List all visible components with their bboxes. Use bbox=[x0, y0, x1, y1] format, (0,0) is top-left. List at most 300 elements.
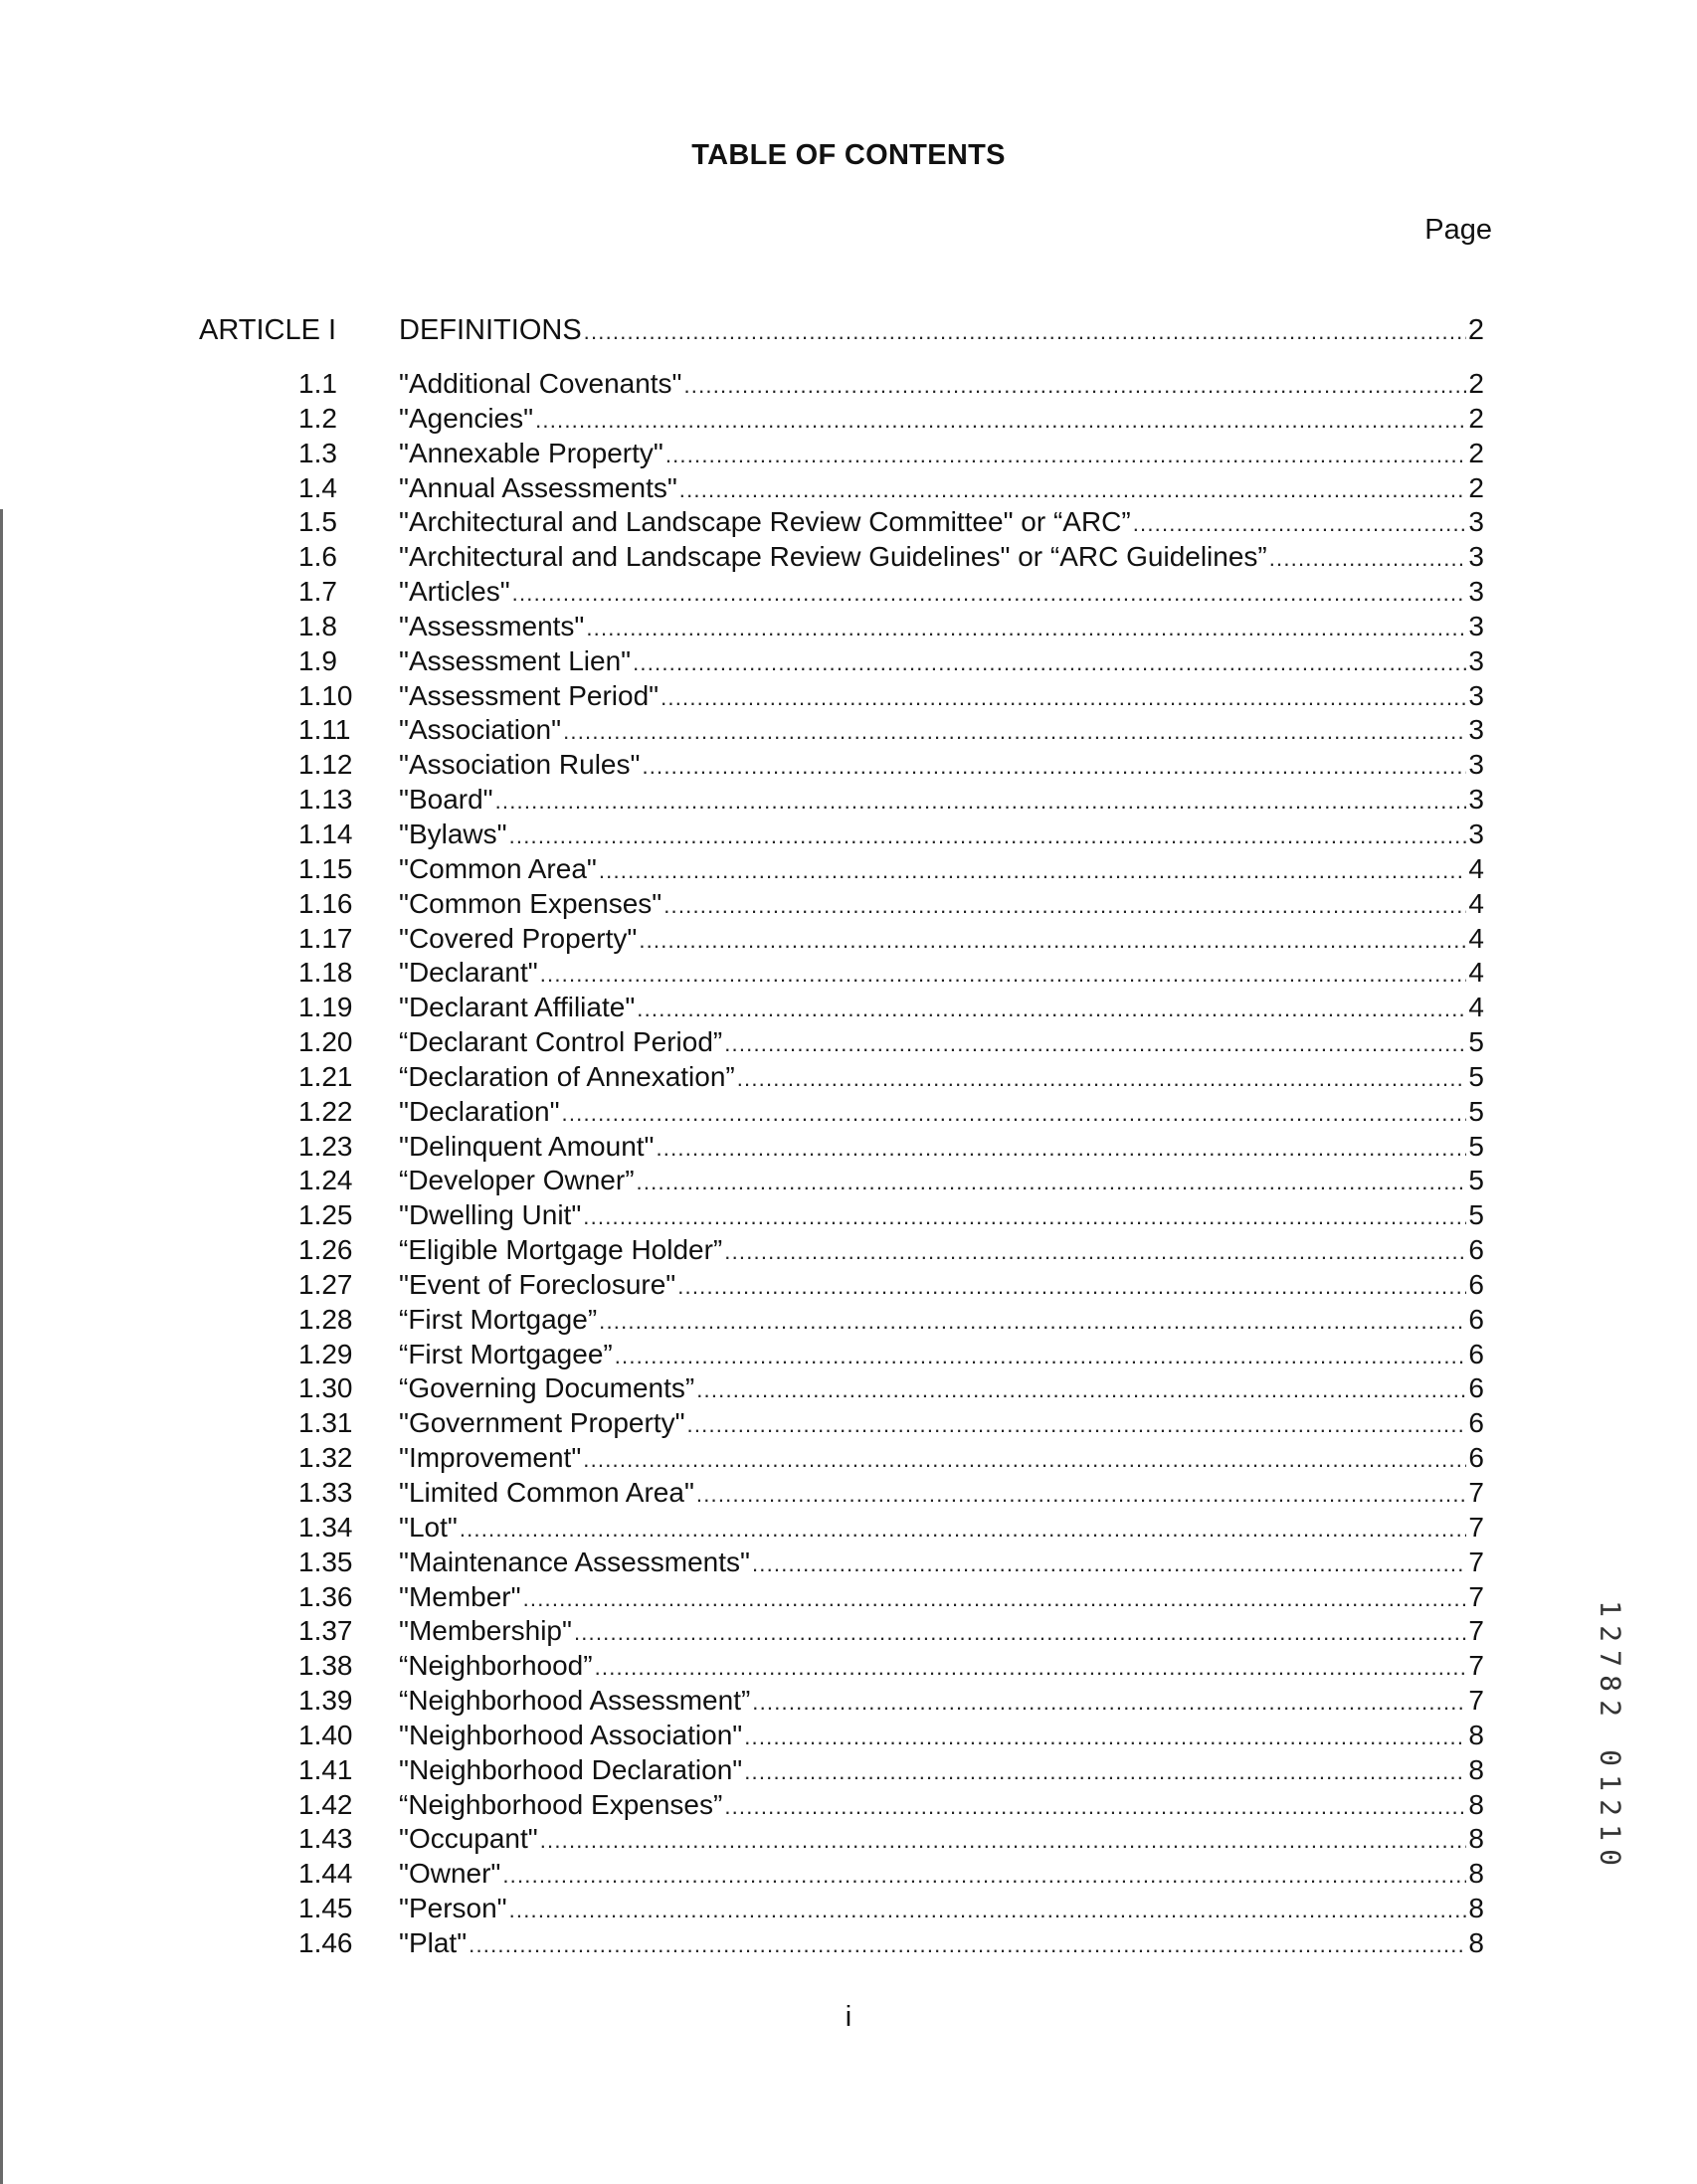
toc-entry[interactable] bbox=[199, 1303, 1484, 1338]
entry-number-text: 1.31 bbox=[298, 1407, 353, 1439]
dot-leader bbox=[584, 319, 1466, 345]
dot-leader bbox=[583, 1443, 1466, 1478]
entry-page-number: 6 bbox=[1468, 1372, 1484, 1404]
entry-number-text: 1.23 bbox=[298, 1130, 353, 1162]
entry-page-number: 3 bbox=[1468, 576, 1484, 608]
entry-label: "Declarant Affiliate" bbox=[399, 992, 636, 1023]
toc-entry[interactable] bbox=[199, 1198, 1484, 1233]
toc-entry[interactable] bbox=[199, 852, 1484, 887]
entry-number-text: 1.37 bbox=[298, 1615, 353, 1647]
stamp-glyph: 1 bbox=[1594, 1774, 1627, 1791]
entry-page-number: 4 bbox=[1468, 957, 1484, 989]
entry-line bbox=[399, 956, 1484, 993]
entry-number bbox=[199, 367, 364, 402]
entry-line bbox=[399, 1198, 1484, 1235]
entry-label: "Covered Property" bbox=[399, 922, 638, 954]
toc-entry[interactable] bbox=[199, 540, 1484, 575]
dot-leader bbox=[744, 1755, 1466, 1790]
entry-number bbox=[199, 1441, 364, 1476]
dot-leader bbox=[639, 924, 1466, 959]
entry-page-number: 5 bbox=[1468, 1199, 1484, 1231]
entry-page-number: 7 bbox=[1468, 1511, 1484, 1543]
entry-number bbox=[199, 748, 364, 783]
entry-line bbox=[399, 402, 1484, 439]
entry-number-text: 1.29 bbox=[298, 1338, 353, 1369]
dot-leader bbox=[574, 1616, 1466, 1651]
toc-entry[interactable] bbox=[199, 922, 1484, 957]
entry-page-number: 6 bbox=[1468, 1407, 1484, 1439]
entry-line bbox=[399, 713, 1484, 750]
entry-page-number: 6 bbox=[1468, 1234, 1484, 1266]
entry-line bbox=[399, 1546, 1484, 1582]
entry-line bbox=[399, 1338, 1484, 1374]
entry-page-number: 7 bbox=[1468, 1546, 1484, 1577]
entry-label: “Neighborhood Expenses” bbox=[399, 1788, 723, 1820]
entry-label: “Eligible Mortgage Holder” bbox=[399, 1234, 723, 1266]
entry-line bbox=[399, 437, 1484, 473]
entry-label: "Additional Covenants" bbox=[399, 368, 682, 399]
entry-label: "Annexable Property" bbox=[399, 437, 663, 468]
entry-number-text: 1.30 bbox=[298, 1372, 353, 1404]
dot-leader bbox=[562, 1097, 1467, 1132]
entry-number-text: 1.26 bbox=[298, 1234, 353, 1266]
entry-page-number: 3 bbox=[1468, 679, 1484, 711]
entry-number bbox=[199, 540, 364, 575]
dot-leader bbox=[599, 1305, 1466, 1340]
entry-label: "Annual Assessments" bbox=[399, 471, 677, 503]
entry-number bbox=[199, 1268, 364, 1303]
entry-page-number: 2 bbox=[1468, 402, 1484, 434]
entry-number-text: 1.46 bbox=[298, 1926, 353, 1958]
toc-entry[interactable] bbox=[199, 956, 1484, 991]
entry-number bbox=[199, 1614, 364, 1649]
entry-line bbox=[399, 1476, 1484, 1513]
entry-number bbox=[199, 1164, 364, 1198]
entry-page-number: 5 bbox=[1468, 1095, 1484, 1127]
entry-number-text: 1.7 bbox=[298, 576, 337, 608]
entry-number bbox=[199, 1546, 364, 1580]
entry-number bbox=[199, 1684, 364, 1719]
page-column-label: Page bbox=[1424, 214, 1492, 246]
entry-line bbox=[399, 644, 1484, 681]
entry-page-number: 3 bbox=[1468, 749, 1484, 781]
toc-entry[interactable] bbox=[199, 1164, 1484, 1198]
dot-leader bbox=[724, 1027, 1466, 1062]
dot-leader bbox=[495, 785, 1467, 819]
entry-label: "Agencies" bbox=[399, 402, 534, 434]
entry-page-number: 4 bbox=[1468, 922, 1484, 954]
entry-label: "Membership" bbox=[399, 1615, 572, 1647]
entry-label: "Neighborhood Association" bbox=[399, 1719, 743, 1750]
dot-leader bbox=[656, 1132, 1466, 1167]
entry-line bbox=[399, 1233, 1484, 1270]
entry-line bbox=[399, 991, 1484, 1027]
dot-leader bbox=[752, 1686, 1466, 1721]
entry-label: "Government Property" bbox=[399, 1407, 685, 1439]
article-label: ARTICLE I bbox=[199, 314, 337, 346]
entry-page-number: 8 bbox=[1468, 1823, 1484, 1855]
entry-number-text: 1.42 bbox=[298, 1788, 353, 1820]
toc-entry[interactable] bbox=[199, 818, 1484, 852]
toc-entry[interactable] bbox=[199, 1649, 1484, 1684]
entry-page-number: 4 bbox=[1468, 852, 1484, 884]
toc-entry[interactable] bbox=[199, 1095, 1484, 1130]
dot-leader bbox=[1133, 507, 1467, 542]
entry-number-text: 1.14 bbox=[298, 818, 353, 849]
entry-number-text: 1.45 bbox=[298, 1893, 353, 1924]
entry-page-number: 5 bbox=[1468, 1060, 1484, 1092]
entry-page-number: 6 bbox=[1468, 1268, 1484, 1300]
toc-entry[interactable] bbox=[199, 1268, 1484, 1303]
entry-label: "Maintenance Assessments" bbox=[399, 1546, 750, 1577]
entry-number-text: 1.39 bbox=[298, 1685, 353, 1717]
entry-line bbox=[399, 1406, 1484, 1443]
entry-label: "Articles" bbox=[399, 576, 510, 608]
entry-label: "Assessment Lien" bbox=[399, 644, 632, 676]
entry-label: "Person" bbox=[399, 1893, 507, 1924]
entry-number bbox=[199, 1233, 364, 1268]
entry-line bbox=[399, 1788, 1484, 1825]
dot-leader bbox=[737, 1062, 1467, 1097]
toc-entry[interactable] bbox=[199, 748, 1484, 783]
entry-page-number: 5 bbox=[1468, 1130, 1484, 1162]
toc-entry[interactable] bbox=[199, 1614, 1484, 1649]
entry-line bbox=[399, 505, 1484, 542]
entry-label: "Common Area" bbox=[399, 852, 597, 884]
entry-line bbox=[399, 1684, 1484, 1721]
toc-entry[interactable] bbox=[199, 437, 1484, 471]
toc-entry[interactable] bbox=[199, 610, 1484, 644]
entry-number bbox=[199, 956, 364, 991]
dot-leader bbox=[563, 715, 1466, 750]
entry-label: "Assessments" bbox=[399, 610, 585, 641]
toc-entry[interactable] bbox=[199, 1788, 1484, 1823]
entry-page-number: 3 bbox=[1468, 506, 1484, 538]
entry-label: "Plat" bbox=[399, 1926, 468, 1958]
entry-number bbox=[199, 1303, 364, 1338]
entry-number bbox=[199, 471, 364, 506]
entry-number-text: 1.18 bbox=[298, 957, 353, 989]
entry-label: "Lot" bbox=[399, 1511, 458, 1543]
entry-page-number: 8 bbox=[1468, 1719, 1484, 1750]
entry-label: "Delinquent Amount" bbox=[399, 1130, 655, 1162]
toc-entry[interactable] bbox=[199, 1233, 1484, 1268]
toc-entry[interactable] bbox=[199, 1060, 1484, 1095]
entry-label: "Association" bbox=[399, 714, 562, 746]
toc-entry[interactable] bbox=[199, 713, 1484, 748]
entry-number-text: 1.8 bbox=[298, 610, 337, 641]
entry-line bbox=[399, 1095, 1484, 1132]
dot-leader bbox=[696, 1373, 1466, 1408]
dot-leader bbox=[586, 612, 1466, 646]
stamp-glyph: 2 bbox=[1594, 1700, 1627, 1717]
entry-label: “First Mortgagee” bbox=[399, 1338, 613, 1369]
entry-label: "Common Expenses" bbox=[399, 887, 662, 919]
entry-label: "Event of Foreclosure" bbox=[399, 1268, 676, 1300]
entry-line bbox=[399, 852, 1484, 889]
entry-label: "Occupant" bbox=[399, 1823, 538, 1855]
toc-entry[interactable] bbox=[199, 1684, 1484, 1719]
toc-entry[interactable] bbox=[199, 1441, 1484, 1476]
toc-entry[interactable] bbox=[199, 471, 1484, 506]
entry-number-text: 1.38 bbox=[298, 1650, 353, 1682]
entry-number-text: 1.24 bbox=[298, 1165, 353, 1196]
entry-number bbox=[199, 991, 364, 1025]
entry-line bbox=[399, 1164, 1484, 1200]
side-stamp bbox=[1596, 1596, 1625, 1870]
entry-number bbox=[199, 1095, 364, 1130]
toc-entry[interactable] bbox=[199, 887, 1484, 922]
entry-number bbox=[199, 575, 364, 610]
entry-number bbox=[199, 679, 364, 714]
entry-line bbox=[399, 887, 1484, 924]
scan-edge-line bbox=[0, 509, 3, 2184]
entry-label: "Bylaws" bbox=[399, 818, 507, 849]
entry-line bbox=[399, 610, 1484, 646]
dot-leader bbox=[615, 1340, 1467, 1374]
entry-page-number: 6 bbox=[1468, 1303, 1484, 1335]
entry-line bbox=[399, 679, 1484, 716]
entry-page-number: 7 bbox=[1468, 1650, 1484, 1682]
entry-number-text: 1.13 bbox=[298, 784, 353, 816]
entry-number bbox=[199, 437, 364, 471]
toc-entry[interactable] bbox=[199, 1580, 1484, 1615]
dot-leader bbox=[535, 404, 1466, 439]
dot-leader bbox=[696, 1478, 1467, 1513]
dot-leader bbox=[752, 1547, 1466, 1582]
toc-entry[interactable] bbox=[199, 1926, 1484, 1961]
entry-number bbox=[199, 1476, 364, 1511]
entry-label: “Declaration of Annexation” bbox=[399, 1060, 735, 1092]
dot-leader bbox=[599, 854, 1467, 889]
entry-line bbox=[399, 1822, 1484, 1859]
toc-entry[interactable] bbox=[199, 1371, 1484, 1406]
entry-number bbox=[199, 1511, 364, 1546]
entry-line bbox=[399, 1580, 1484, 1617]
entry-page-number: 7 bbox=[1468, 1477, 1484, 1508]
entry-number bbox=[199, 1060, 364, 1095]
entry-number bbox=[199, 610, 364, 644]
entry-label: "Declaration" bbox=[399, 1095, 560, 1127]
dot-leader bbox=[1269, 542, 1467, 577]
entry-line bbox=[399, 818, 1484, 854]
entry-number-text: 1.27 bbox=[298, 1268, 353, 1300]
entry-number bbox=[199, 852, 364, 887]
entry-number bbox=[199, 505, 364, 540]
entry-line bbox=[399, 1511, 1484, 1547]
entry-page-number: 3 bbox=[1468, 644, 1484, 676]
entry-page-number: 5 bbox=[1468, 1026, 1484, 1058]
entry-number-text: 1.5 bbox=[298, 506, 337, 538]
entry-line bbox=[399, 1649, 1484, 1686]
dot-leader bbox=[502, 1859, 1466, 1894]
entry-number-text: 1.28 bbox=[298, 1303, 353, 1335]
toc-entry[interactable] bbox=[199, 1719, 1484, 1753]
entry-label: “Declarant Control Period” bbox=[399, 1026, 723, 1058]
entry-line bbox=[399, 1060, 1484, 1097]
dot-leader bbox=[663, 889, 1466, 924]
entry-number bbox=[199, 1822, 364, 1857]
entry-number-text: 1.2 bbox=[298, 402, 337, 434]
entry-page-number: 8 bbox=[1468, 1858, 1484, 1890]
entry-page-number: 6 bbox=[1468, 1338, 1484, 1369]
entry-number bbox=[199, 713, 364, 748]
entry-number bbox=[199, 1580, 364, 1615]
entry-page-number: 8 bbox=[1468, 1893, 1484, 1924]
toc-entry[interactable] bbox=[199, 505, 1484, 540]
toc-entry[interactable] bbox=[199, 1546, 1484, 1580]
entry-number-text: 1.43 bbox=[298, 1823, 353, 1855]
entry-page-number: 3 bbox=[1468, 818, 1484, 849]
entry-page-number: 2 bbox=[1468, 471, 1484, 503]
entry-page-number: 7 bbox=[1468, 1615, 1484, 1647]
entry-line bbox=[399, 1926, 1484, 1963]
entry-label: "Board" bbox=[399, 784, 493, 816]
entry-label: "Architectural and Landscape Review Committee" or “ARC” bbox=[399, 506, 1131, 538]
entry-number-text: 1.15 bbox=[298, 852, 353, 884]
entry-number bbox=[199, 1649, 364, 1684]
entry-page-number: 4 bbox=[1468, 887, 1484, 919]
toc-entry[interactable] bbox=[199, 1753, 1484, 1788]
entry-number bbox=[199, 1338, 364, 1372]
entry-page-number: 6 bbox=[1468, 1442, 1484, 1474]
entry-line bbox=[399, 1753, 1484, 1790]
dot-leader bbox=[665, 439, 1467, 473]
entry-number bbox=[199, 1788, 364, 1823]
entry-number-text: 1.1 bbox=[298, 368, 337, 399]
entry-line bbox=[399, 367, 1484, 404]
toc-entry[interactable] bbox=[199, 991, 1484, 1025]
toc-entry[interactable] bbox=[199, 1338, 1484, 1372]
toc-entry-list bbox=[199, 367, 1484, 1961]
dot-leader bbox=[523, 1582, 1467, 1617]
entry-number-text: 1.16 bbox=[298, 887, 353, 919]
dot-leader bbox=[724, 1235, 1466, 1270]
dot-leader bbox=[724, 1790, 1466, 1825]
entry-label: “Neighborhood” bbox=[399, 1650, 593, 1682]
entry-number-text: 1.17 bbox=[298, 922, 353, 954]
entry-number bbox=[199, 1857, 364, 1892]
entry-page-number: 3 bbox=[1468, 714, 1484, 746]
entry-number bbox=[199, 1025, 364, 1060]
entry-line bbox=[399, 1303, 1484, 1340]
entry-line bbox=[399, 575, 1484, 612]
toc-entry[interactable] bbox=[199, 1130, 1484, 1165]
article-page-number: 2 bbox=[1467, 314, 1484, 346]
entry-number-text: 1.25 bbox=[298, 1199, 353, 1231]
entry-number bbox=[199, 818, 364, 852]
entry-label: "Improvement" bbox=[399, 1442, 582, 1474]
toc-entry[interactable] bbox=[199, 679, 1484, 714]
stamp-glyph: 1 bbox=[1594, 1600, 1627, 1617]
stamp-glyph: 1 bbox=[1594, 1824, 1627, 1841]
entry-number bbox=[199, 1892, 364, 1926]
entry-number bbox=[199, 1198, 364, 1233]
toc-entry[interactable] bbox=[199, 644, 1484, 679]
article-heading-row[interactable] bbox=[199, 314, 1484, 354]
dot-leader bbox=[637, 993, 1466, 1027]
dot-leader bbox=[595, 1651, 1467, 1686]
stamp-glyph: 0 bbox=[1594, 1849, 1627, 1866]
dot-leader bbox=[583, 1200, 1466, 1235]
entry-label: "Dwelling Unit" bbox=[399, 1199, 582, 1231]
toc-entry[interactable] bbox=[199, 367, 1484, 402]
entry-page-number: 8 bbox=[1468, 1753, 1484, 1785]
entry-label: “Neighborhood Assessment” bbox=[399, 1685, 751, 1717]
dot-leader bbox=[677, 1270, 1466, 1305]
entry-number-text: 1.22 bbox=[298, 1095, 353, 1127]
toc-entry[interactable] bbox=[199, 1857, 1484, 1892]
entry-page-number: 8 bbox=[1468, 1788, 1484, 1820]
entry-line bbox=[399, 1719, 1484, 1755]
entry-line bbox=[399, 540, 1484, 577]
entry-label: "Limited Common Area" bbox=[399, 1477, 694, 1508]
entry-number bbox=[199, 1130, 364, 1165]
entry-page-number: 3 bbox=[1468, 784, 1484, 816]
toc-entry[interactable] bbox=[199, 1822, 1484, 1857]
toc-entry[interactable] bbox=[199, 1406, 1484, 1441]
stamp-glyph: 2 bbox=[1594, 1799, 1627, 1816]
entry-page-number: 3 bbox=[1468, 541, 1484, 573]
toc-entry[interactable] bbox=[199, 402, 1484, 437]
entry-number bbox=[199, 783, 364, 818]
entry-number-text: 1.6 bbox=[298, 541, 337, 573]
entry-label: "Assessment Period" bbox=[399, 679, 660, 711]
article-title-line bbox=[399, 314, 1484, 347]
dot-leader bbox=[460, 1513, 1467, 1547]
dot-leader bbox=[684, 369, 1467, 404]
entry-line bbox=[399, 1371, 1484, 1408]
stamp-glyph: 2 bbox=[1594, 1625, 1627, 1642]
dot-leader bbox=[637, 1166, 1467, 1200]
toc-entry[interactable] bbox=[199, 1025, 1484, 1060]
entry-number-text: 1.9 bbox=[298, 644, 337, 676]
entry-line bbox=[399, 1857, 1484, 1894]
toc-entry[interactable] bbox=[199, 1892, 1484, 1926]
stamp-glyph: 7 bbox=[1594, 1650, 1627, 1667]
entry-number bbox=[199, 922, 364, 957]
entry-number-text: 1.4 bbox=[298, 471, 337, 503]
dot-leader bbox=[509, 819, 1467, 854]
entry-page-number: 5 bbox=[1468, 1165, 1484, 1196]
entry-line bbox=[399, 922, 1484, 959]
entry-label: "Owner" bbox=[399, 1858, 501, 1890]
entry-line bbox=[399, 748, 1484, 785]
entry-label: “Governing Documents” bbox=[399, 1372, 695, 1404]
toc-entry[interactable] bbox=[199, 575, 1484, 610]
dot-leader bbox=[660, 681, 1466, 716]
entry-number-text: 1.12 bbox=[298, 749, 353, 781]
entry-number-text: 1.21 bbox=[298, 1060, 353, 1092]
entry-number bbox=[199, 1926, 364, 1961]
entry-number-text: 1.11 bbox=[298, 714, 351, 746]
stamp-glyph: 8 bbox=[1594, 1675, 1627, 1692]
entry-page-number: 7 bbox=[1468, 1685, 1484, 1717]
article-title: DEFINITIONS bbox=[399, 314, 582, 346]
entry-line bbox=[399, 1268, 1484, 1305]
toc-entry[interactable] bbox=[199, 783, 1484, 818]
toc-entry[interactable] bbox=[199, 1511, 1484, 1546]
entry-number-text: 1.32 bbox=[298, 1442, 353, 1474]
entry-number-text: 1.40 bbox=[298, 1719, 353, 1750]
entry-number-text: 1.36 bbox=[298, 1580, 353, 1612]
toc-entry[interactable] bbox=[199, 1476, 1484, 1511]
entry-line bbox=[399, 1892, 1484, 1928]
stamp-glyph: 0 bbox=[1594, 1749, 1627, 1766]
entry-number bbox=[199, 402, 364, 437]
entry-number-text: 1.33 bbox=[298, 1477, 353, 1508]
entry-label: "Association Rules" bbox=[399, 749, 641, 781]
